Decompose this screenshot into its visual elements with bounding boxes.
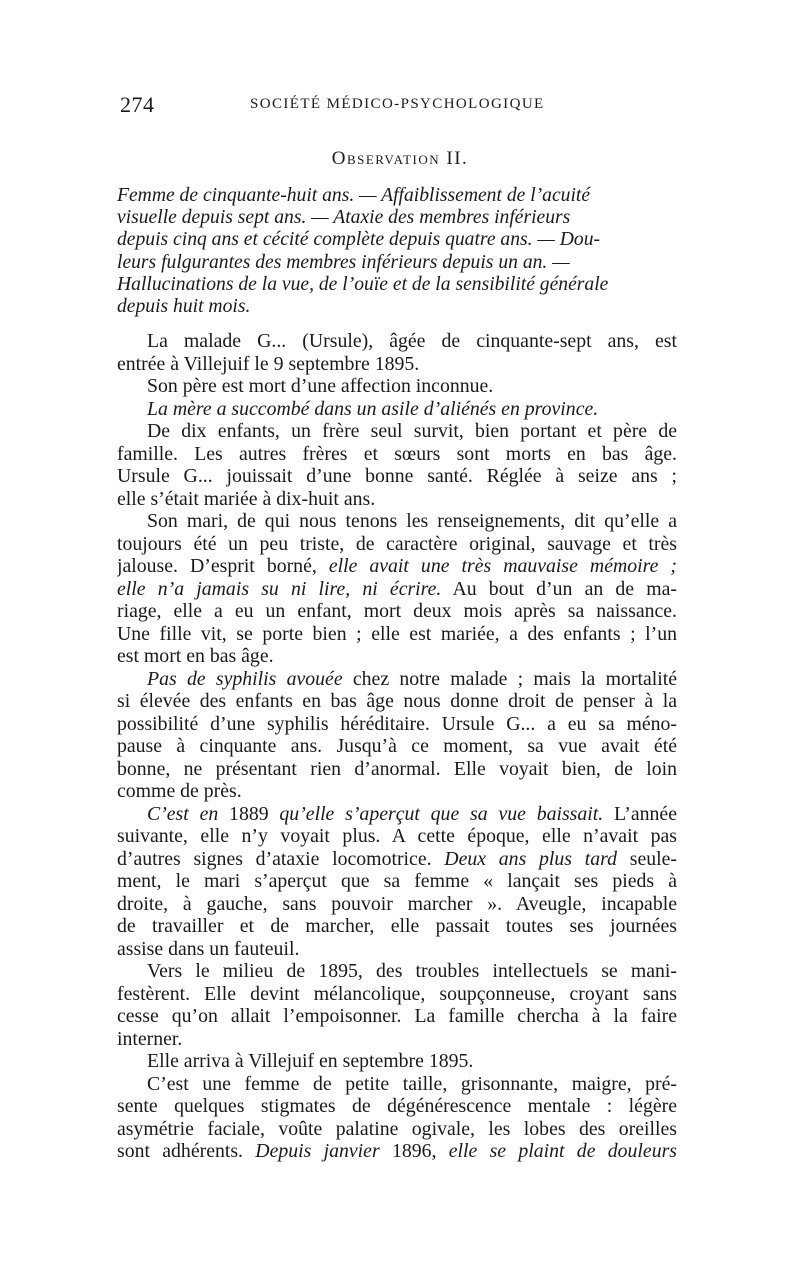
observation-title: Observation II. (331, 148, 469, 169)
italic-phrase: Depuis janvier (255, 1140, 380, 1162)
text-line: festèrent. Elle devint mélancolique, soupçonneuse, croyant sans (117, 982, 677, 1005)
italic-phrase: qu’elle s’aperçut que sa vue baissait. (268, 802, 604, 825)
text-line: assise dans un fauteuil. (117, 937, 300, 960)
italic-phrase: elle n’a jamais su ni lire, ni écrire. (117, 577, 442, 600)
page-number: 274 (120, 92, 155, 117)
text-line: bonne, ne présentant rien d’anormal. Elle voyait bien, de loin (117, 757, 677, 780)
text-line (117, 555, 677, 578)
text-line: de travailler et de marcher, elle passait toutes ses journées (117, 915, 677, 937)
text-line (117, 578, 677, 601)
running-head: SOCIÉTÉ MÉDICO-PSYCHOLOGIQUE (250, 96, 545, 112)
text-line: De dix enfants, un frère seul survit, bien portant et père de (147, 420, 677, 442)
text-line: Une fille vit, se porte bien ; elle est mariée, a des enfants ; l’un (117, 622, 677, 645)
text-line: ment, le mari s’aperçut que sa femme « lançait ses pieds à (117, 870, 677, 892)
text-line: toujours été un peu triste, de caractère original, sauvage et très (117, 532, 677, 555)
text-line: famille. Les autres frères et sœurs sont morts en bas âge. (117, 442, 677, 465)
text-line (117, 803, 677, 826)
text-line: Ursule G... jouissait d’une bonne santé. Réglée à seize ans ; (117, 465, 677, 487)
body-text (117, 330, 677, 1163)
text-line: Vers le milieu de 1895, des troubles intellectuels se mani- (147, 960, 677, 982)
summary-line: Hallucinations de la vue, de l’ouïe et de la sensibilité générale (117, 273, 609, 295)
text-fragment: jalouse. D’esprit borné, (117, 555, 329, 577)
italic-phrase: La mère a succombé dans un asile d’aliénés en province. (147, 397, 599, 420)
text-line: droite, à gauche, sans pouvoir marcher ». Aveugle, incapable (117, 892, 677, 915)
text-line: cesse qu’on allait l’empoisonner. La famille chercha à la faire (117, 1005, 677, 1027)
text-line (117, 668, 677, 691)
text-line (117, 1140, 677, 1163)
text-line: elle s’était mariée à dix-huit ans. (117, 487, 376, 510)
text-line: Son mari, de qui nous tenons les renseignements, dit qu’elle a (147, 510, 677, 532)
summary-line: leurs fulgurantes des membres inférieurs depuis un an. — (117, 251, 570, 273)
text-line: Elle arriva à Villejuif en septembre 1895. (147, 1050, 474, 1072)
summary-line: depuis huit mois. (117, 296, 251, 318)
summary-line: Femme de cinquante-huit ans. — Affaiblissement de l’acuité (117, 185, 591, 206)
text-line: La malade G... (Ursule), âgée de cinquante-sept ans, est (147, 330, 677, 352)
text-line (117, 848, 677, 871)
summary-line: visuelle depuis sept ans. — Ataxie des membres inférieurs (117, 207, 571, 229)
italic-phrase: C’est en (147, 802, 230, 825)
text-line: pause à cinquante ans. Jusqu’à ce moment, sa vue avait été (117, 735, 677, 757)
italic-phrase: Deux ans plus tard (444, 847, 617, 870)
text-fragment: sont adhérents. (117, 1140, 256, 1162)
text-line: possibilité d’une syphilis héréditaire. Ursule G... a eu sa méno- (117, 712, 677, 735)
text-line: asymétrie faciale, voûte palatine ogivale, les lobes des oreilles (117, 1117, 677, 1140)
italic-phrase: elle se plaint de douleurs (448, 1140, 677, 1162)
text-line: interner. (117, 1027, 183, 1050)
text-line: suivante, elle n’y voyait plus. A cette époque, elle n’avait pas (117, 825, 677, 847)
italic-phrase: Pas de syphilis avouée (147, 667, 343, 690)
text-fragment: chez notre malade ; mais la mortalité (342, 667, 677, 690)
text-fragment: 1896, (379, 1140, 449, 1162)
text-fragment: 1889 (229, 802, 269, 825)
italic-phrase: elle avait une très mauvaise mémoire ; (328, 555, 677, 577)
observation-summary (117, 185, 677, 318)
text-fragment: d’autres signes d’ataxie locomotrice. (117, 847, 445, 870)
text-fragment: Au bout d’un an de ma- (441, 577, 677, 600)
text-line: entrée à Villejuif le 9 septembre 1895. (117, 352, 420, 375)
text-line: comme de près. (117, 780, 242, 802)
page-header (120, 92, 680, 122)
text-line: est mort en bas âge. (117, 645, 274, 667)
text-line: Son père est mort d’une affection inconnue. (147, 375, 494, 397)
text-line (117, 398, 677, 421)
text-fragment: L’année (603, 802, 677, 825)
text-line: sente quelques stigmates de dégénérescence mentale : légère (117, 1095, 677, 1117)
text-line: riage, elle a eu un enfant, mort deux mois après sa naissance. (117, 600, 677, 622)
summary-line: depuis cinq ans et cécité complète depuis quatre ans. — Dou- (117, 229, 601, 251)
text-line: si élevée des enfants en bas âge nous donne droit de penser à la (117, 690, 677, 712)
text-line: C’est une femme de petite taille, grisonnante, maigre, pré- (147, 1072, 677, 1095)
text-fragment: seule- (617, 847, 677, 870)
